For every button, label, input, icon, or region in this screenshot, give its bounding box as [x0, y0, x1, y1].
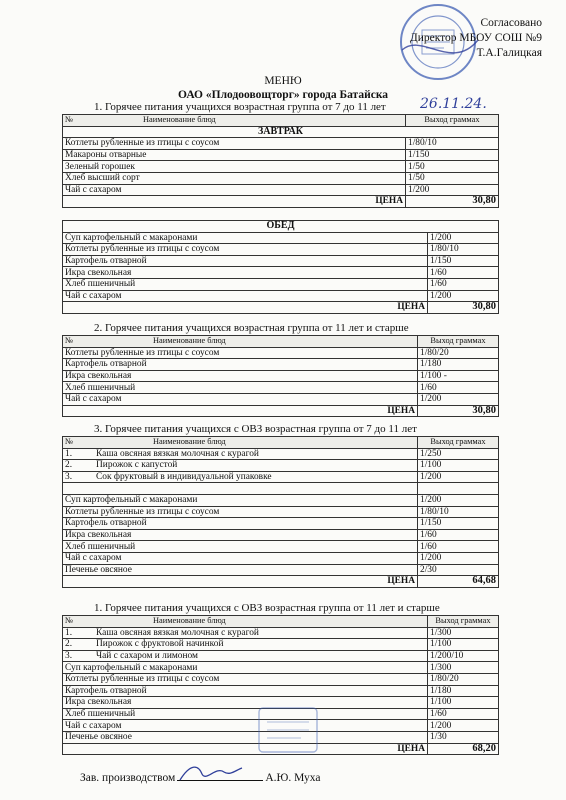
approval-position: Директор МБОУ СОШ №9: [409, 32, 542, 44]
table-row: [63, 255, 499, 267]
table-header: [63, 437, 499, 449]
dish-name: Хлеб пшеничный: [63, 382, 418, 394]
table-row: [63, 685, 499, 697]
dish-yield: 1/150: [428, 255, 499, 267]
dish-name: Икра свекольная: [63, 529, 418, 541]
dish-name: Котлеты рубленные из птицы с соусом: [63, 347, 418, 359]
dish-name: 3. Сок фруктовый в индивидуальной упаковке: [63, 471, 418, 483]
dish-yield: 1/200: [418, 471, 499, 483]
dish-yield: 1/80/10: [418, 506, 499, 518]
table-row: [63, 506, 499, 518]
dish-name: Котлеты рубленные из птицы с соусом: [63, 506, 418, 518]
dish-yield: 1/80/10: [406, 138, 499, 150]
empty-cell: [63, 483, 418, 495]
header-cell: № Наименование блюд: [63, 336, 418, 348]
dish-name: 1. Каша овсяная вязкая молочная с курагой: [63, 627, 428, 639]
table-row: [63, 370, 499, 382]
meal-label-lunch: ОБЕД: [63, 221, 499, 233]
canteen-stamp: [255, 700, 321, 760]
price-value: 64,68: [418, 576, 499, 588]
dish-name: 2. Пирожок с капустой: [63, 460, 418, 472]
dish-name: Хлеб высший сорт: [63, 172, 406, 184]
dish-yield: 1/100: [428, 697, 499, 709]
table-row: [63, 639, 499, 651]
dish-yield: 1/60: [418, 529, 499, 541]
header-cell: № Наименование блюд: [63, 115, 406, 127]
price-row: [63, 405, 499, 417]
table-row: [63, 552, 499, 564]
table-row: [63, 244, 499, 256]
price-label: ЦЕНА: [63, 302, 428, 314]
dish-name: Котлеты рубленные из птицы с соусом: [63, 244, 428, 256]
dish-yield: 1/50: [406, 161, 499, 173]
approval-title: Согласовано: [480, 17, 542, 29]
dish-name: Чай с сахаром: [63, 290, 428, 302]
dish-name: Суп картофельный с макаронами: [63, 494, 418, 506]
dish-name: Хлеб пшеничный: [63, 541, 418, 553]
dish-yield: 1/30: [428, 731, 499, 743]
table-row: [63, 278, 499, 290]
section-title-2: 2. Горячее питания учащихся возрастная группа от 11 лет и старше: [94, 322, 409, 334]
dish-yield: 1/150: [406, 149, 499, 161]
table-header: [63, 616, 499, 628]
header-yield: Выход граммах: [418, 437, 499, 449]
table-row: [63, 172, 499, 184]
footer-name: А.Ю. Муха: [265, 772, 321, 784]
dish-yield: 1/200: [418, 393, 499, 405]
table-row-empty: [63, 483, 499, 495]
price-value: 68,20: [428, 743, 499, 755]
dish-yield: 1/60: [418, 382, 499, 394]
table-row: [63, 471, 499, 483]
dish-name: Чай с сахаром: [63, 720, 428, 732]
table-row: [63, 161, 499, 173]
dish-name: Чай с сахаром: [63, 184, 406, 196]
table-row: [63, 347, 499, 359]
table-row: [63, 448, 499, 460]
dish-name: Зеленый горошек: [63, 161, 406, 173]
section-title-1: 1. Горячее питания учащихся возрастная группа от 7 до 11 лет: [94, 101, 386, 113]
table-row: [63, 267, 499, 279]
table-row: [63, 564, 499, 576]
price-value: 30,80: [418, 405, 499, 417]
empty-cell: [418, 483, 499, 495]
header-yield: Выход граммах: [418, 336, 499, 348]
table-row: [63, 290, 499, 302]
dish-yield: 1/250: [418, 448, 499, 460]
dish-name: Картофель отварной: [63, 685, 428, 697]
dish-name: Печенье овсяное: [63, 731, 428, 743]
table-row: [63, 541, 499, 553]
dish-name: Картофель отварной: [63, 359, 418, 371]
dish-yield: 1/200: [406, 184, 499, 196]
dish-yield: 1/200: [418, 552, 499, 564]
table-row: [63, 382, 499, 394]
header-yield: Выход граммах: [428, 616, 499, 628]
dish-yield: 1/200/10: [428, 650, 499, 662]
dish-name: Икра свекольная: [63, 697, 428, 709]
dish-name: Хлеб пшеничный: [63, 708, 428, 720]
table-row: [63, 518, 499, 530]
dish-name: Суп картофельный с макаронами: [63, 232, 428, 244]
dish-yield: 1/200: [428, 290, 499, 302]
dish-yield: 1/100: [428, 639, 499, 651]
dish-yield: 1/200: [428, 720, 499, 732]
price-label: ЦЕНА: [63, 196, 406, 208]
section-title-4: 1. Горячее питания учащихся с ОВЗ возрастная группа от 11 лет и старше: [94, 602, 440, 614]
dish-yield: 1/200: [418, 494, 499, 506]
lunch-table: [62, 220, 499, 314]
dish-name: Макароны отварные: [63, 149, 406, 161]
dish-yield: 1/180: [428, 685, 499, 697]
dish-name: Чай с сахаром: [63, 552, 418, 564]
price-row: [63, 196, 499, 208]
dish-yield: 1/80/20: [428, 673, 499, 685]
price-label: ЦЕНА: [63, 743, 428, 755]
price-value: 30,80: [406, 196, 499, 208]
price-row: [63, 302, 499, 314]
dish-name: Суп картофельный с макаронами: [63, 662, 428, 674]
price-value: 30,80: [428, 302, 499, 314]
dish-name: Печенье овсяное: [63, 564, 418, 576]
dish-yield: 1/60: [418, 541, 499, 553]
table-row: [63, 673, 499, 685]
table-row: [63, 149, 499, 161]
dish-name: 2. Пирожок с фруктовой начинкой: [63, 639, 428, 651]
dish-yield: 1/300: [428, 662, 499, 674]
table-row: [63, 650, 499, 662]
dish-yield: 1/80/20: [418, 347, 499, 359]
price-label: ЦЕНА: [63, 576, 418, 588]
table-row: [63, 627, 499, 639]
company-name: ОАО «Плодоовощторг» города Батайска: [177, 89, 389, 101]
dish-name: Котлеты рубленные из птицы с соусом: [63, 673, 428, 685]
table-row: [63, 138, 499, 150]
header-cell: № Наименование блюд: [63, 616, 428, 628]
dish-name: Картофель отварной: [63, 518, 418, 530]
table-row: [63, 393, 499, 405]
header-cell: № Наименование блюд: [63, 437, 418, 449]
dish-name: Чай с сахаром: [63, 393, 418, 405]
ovz-young-table: [62, 436, 499, 588]
dish-yield: 1/60: [428, 708, 499, 720]
dish-yield: 2/30: [418, 564, 499, 576]
dish-name: Котлеты рубленные из птицы с соусом: [63, 138, 406, 150]
meal-label-breakfast: ЗАВТРАК: [63, 126, 499, 138]
price-label: ЦЕНА: [63, 405, 418, 417]
svg-text:26.11.24.: 26.11.24.: [420, 96, 487, 112]
document-title: [0, 74, 566, 102]
dish-yield: 1/100 -: [418, 370, 499, 382]
dish-yield: 1/100: [418, 460, 499, 472]
dish-name: Икра свекольная: [63, 370, 418, 382]
table-header: [63, 336, 499, 348]
price-row: [63, 576, 499, 588]
table-row: [63, 662, 499, 674]
dish-name: Хлеб пшеничный: [63, 278, 428, 290]
dish-yield: 1/50: [406, 172, 499, 184]
dish-yield: 1/150: [418, 518, 499, 530]
older-table: [62, 335, 499, 417]
dish-name: Икра свекольная: [63, 267, 428, 279]
dish-yield: 1/180: [418, 359, 499, 371]
approval-name: Т.А.Галицкая: [476, 47, 542, 59]
dish-name: Картофель отварной: [63, 255, 428, 267]
table-header: [63, 115, 499, 127]
breakfast-table: [62, 114, 499, 208]
table-row: [63, 184, 499, 196]
dish-yield: 1/60: [428, 267, 499, 279]
header-yield: Выход граммах: [406, 115, 499, 127]
table-row: [63, 359, 499, 371]
table-row: [63, 232, 499, 244]
section-title-3: 3. Горячее питания учащихся с ОВЗ возрастная группа от 7 до 11 лет: [94, 423, 417, 435]
dish-yield: 1/80/10: [428, 244, 499, 256]
table-row: [63, 529, 499, 541]
table-row: [63, 460, 499, 472]
dish-yield: 1/60: [428, 278, 499, 290]
footer-label: Зав. производством: [80, 772, 176, 784]
handwritten-signature: [176, 762, 246, 784]
dish-name: 1. Каша овсяная вязкая молочная с курагой: [63, 448, 418, 460]
dish-yield: 1/200: [428, 232, 499, 244]
menu-heading: МЕНЮ: [264, 75, 302, 87]
dish-yield: 1/300: [428, 627, 499, 639]
table-row: [63, 494, 499, 506]
approval-block: [410, 16, 542, 61]
dish-name: 3. Чай с сахаром и лимоном: [63, 650, 428, 662]
